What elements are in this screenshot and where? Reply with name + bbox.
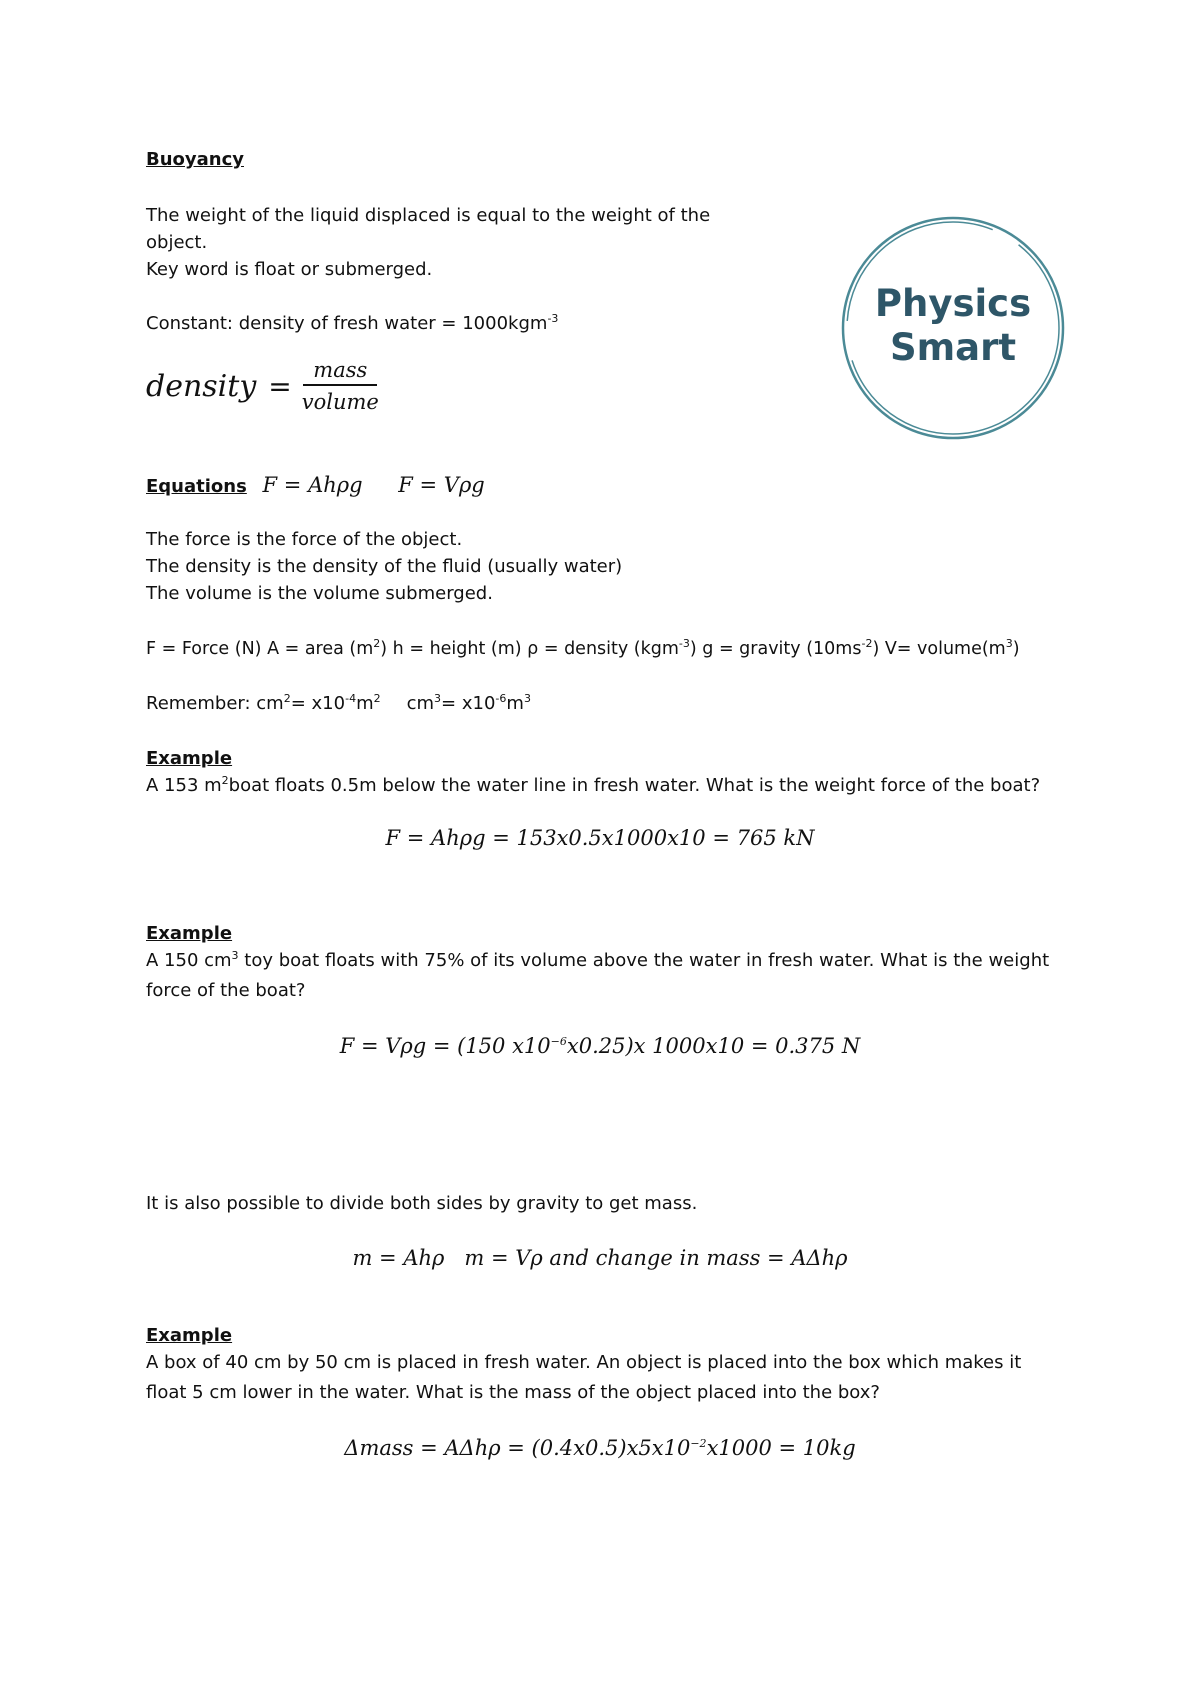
example-3-question-line-2: float 5 cm lower in the water. What is the mass of the object placed into the box? bbox=[146, 1382, 880, 1403]
density-formula bbox=[146, 358, 379, 414]
units-gravity-exp: -2 bbox=[861, 637, 873, 651]
density-numerator: mass bbox=[303, 358, 377, 386]
remember-f-exp: 3 bbox=[523, 692, 531, 705]
units-force: F = Force (N) A = area (m bbox=[146, 639, 374, 659]
logo-text-smart: Smart bbox=[889, 326, 1017, 369]
example-2-question-line-1 bbox=[146, 950, 1049, 972]
example-2-solution bbox=[0, 1035, 1200, 1057]
units-line bbox=[146, 638, 1020, 660]
example-2-question-line-2: force of the boat? bbox=[146, 980, 306, 1001]
mass-text: It is also possible to divide both sides by gravity to get mass. bbox=[146, 1193, 698, 1214]
example-3-solution bbox=[0, 1437, 1200, 1459]
example-3-sol-b: x1000 = 10kg bbox=[706, 1436, 856, 1460]
example-2-sol-exp: −6 bbox=[550, 1035, 567, 1048]
example-1-question bbox=[146, 775, 1040, 797]
example-2-label: Example bbox=[146, 923, 233, 944]
example-1-label: Example bbox=[146, 748, 233, 769]
explanation-line-3: The volume is the volume submerged. bbox=[146, 583, 493, 604]
equation-area: F = Ahρg bbox=[262, 473, 363, 497]
density-fraction bbox=[302, 358, 379, 414]
example-3-question-line-1: A box of 40 cm by 50 cm is placed in fresh water. An object is placed into the box which makes it bbox=[146, 1352, 1022, 1373]
intro-line-2: object. bbox=[146, 232, 208, 253]
remember-b-exp: -4 bbox=[345, 692, 357, 705]
remember-a: Remember: cm bbox=[146, 693, 284, 714]
equation-volume: F = Vρg bbox=[398, 473, 485, 497]
explanation-line-2: The density is the density of the fluid (usually water) bbox=[146, 556, 623, 577]
density-lhs: density bbox=[146, 368, 257, 404]
logo-text-physics: Physics bbox=[874, 282, 1032, 325]
intro-line-1: The weight of the liquid displaced is equal to the weight of the bbox=[146, 205, 711, 226]
remember-c: m bbox=[356, 693, 374, 714]
intro-line-3: Key word is float or submerged. bbox=[146, 259, 433, 280]
constant-exponent: -3 bbox=[547, 312, 559, 325]
units-height-exp: -3 bbox=[678, 637, 690, 651]
remember-line bbox=[146, 693, 531, 715]
density-equals: = bbox=[268, 369, 292, 403]
equations-label: Equations bbox=[146, 476, 247, 497]
constant-text: Constant: density of fresh water = 1000kgm bbox=[146, 313, 548, 334]
example-2-sol-b: x0.25)x 1000x10 = 0.375 N bbox=[566, 1034, 861, 1058]
mass-formula: m = Ahρ m = Vρ and change in mass = AΔhρ bbox=[352, 1246, 848, 1270]
remember-d: cm bbox=[406, 693, 435, 714]
page-title: Buoyancy bbox=[146, 149, 244, 170]
units-gravity: ) g = gravity (10ms bbox=[689, 639, 862, 659]
units-volume: ) V= volume(m bbox=[872, 639, 1006, 659]
example-3-label: Example bbox=[146, 1325, 233, 1346]
equations-row bbox=[146, 474, 485, 498]
example-2-sol-a: F = Vρg = (150 x10 bbox=[339, 1034, 551, 1058]
example-1-q-b: boat floats 0.5m below the water line in fresh water. What is the weight force of the boat? bbox=[228, 775, 1041, 796]
units-volume-exp: 3 bbox=[1005, 637, 1013, 651]
constant-line bbox=[146, 313, 558, 335]
example-2-q-exp: 3 bbox=[231, 949, 239, 962]
units-height: ) h = height (m) ρ = density (kgm bbox=[380, 639, 679, 659]
density-denominator: volume bbox=[301, 390, 379, 414]
remember-c-exp: 2 bbox=[373, 692, 381, 705]
example-3-sol-a: Δmass = AΔhρ = (0.4x0.5)x5x10 bbox=[344, 1436, 691, 1460]
example-2-q-a: A 150 cm bbox=[146, 950, 232, 971]
remember-b: = x10 bbox=[290, 693, 346, 714]
remember-f: m bbox=[506, 693, 524, 714]
example-3-sol-exp: −2 bbox=[690, 1437, 707, 1450]
remember-e: = x10 bbox=[441, 693, 496, 714]
example-1-q-exp: 2 bbox=[221, 774, 229, 787]
remember-d-exp: 3 bbox=[434, 692, 442, 705]
example-1-q-a: A 153 m bbox=[146, 775, 222, 796]
units-force-exp: 2 bbox=[373, 637, 381, 651]
remember-a-exp: 2 bbox=[283, 692, 291, 705]
example-1-solution: F = Ahρg = 153x0.5x1000x10 = 765 kN bbox=[385, 826, 815, 850]
explanation-line-1: The force is the force of the object. bbox=[146, 529, 463, 550]
remember-e-exp: -6 bbox=[495, 692, 507, 705]
units-end: ) bbox=[1012, 639, 1020, 659]
example-2-q-b: toy boat floats with 75% of its volume above the water in fresh water. What is the weight bbox=[238, 950, 1050, 971]
